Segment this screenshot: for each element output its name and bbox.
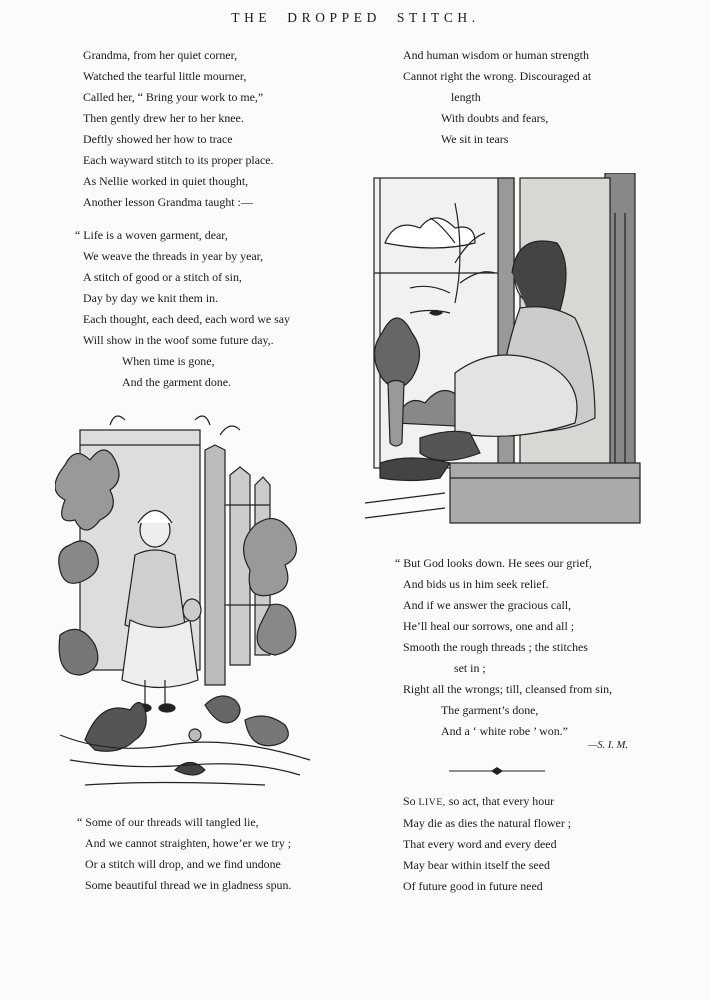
author-signature: —S. I. M. [588,740,628,751]
poem-line: Watched the tearful little mourner, [83,69,247,83]
poem-line: Then gently drew her to her knee. [83,111,244,125]
poem-line: Smooth the rough threads ; the stitches [403,640,588,654]
poem-line-first [403,791,571,813]
poem-line: With doubts and fears, [441,111,549,125]
first-line-rest: so act, that every hour [448,794,555,808]
poem-line: Grandma, from her quiet corner, [83,48,238,62]
poem-line: May bear within itself the seed [403,858,550,872]
left-stanza-3 [77,812,291,896]
poem-line: Each thought, each deed, each word we say [83,312,291,326]
illustration-girl-at-window [360,173,642,533]
poem-line: Day by day we knit them in. [83,291,219,305]
poem-line: And human wisdom or human strength [403,48,589,62]
poem-line: The garment’s done, [441,703,539,717]
first-word: So [403,794,416,808]
page-title: THE DROPPED STITCH. [231,10,480,25]
left-stanza-1 [83,45,274,213]
right-stanza-3 [403,791,571,897]
illustration-girl-with-kittens [55,405,315,805]
poem-line: “ Some of our threads will tangled lie, [77,815,259,829]
poem-line: As Nellie worked in quiet thought, [83,174,249,188]
poem-line: length [451,90,481,104]
poem-line: Called her, “ Bring your work to me,” [83,90,264,104]
poem-line: He’ll heal our sorrows, one and all ; [403,619,575,633]
poem-line: Some beautiful thread we in gladness spun. [85,878,292,892]
small-caps-word: LIVE, [418,797,446,808]
poem-line: “ Life is a woven garment, dear, [75,228,228,242]
poem-line: When time is gone, [122,354,215,368]
poem-line: And a ‘ white robe ’ won.” [441,724,568,738]
poem-line: Cannot right the wrong. Discouraged at [403,69,592,83]
poem-line: Or a stitch will drop, and we find undone [85,857,281,871]
poem-line: Each wayward stitch to its proper place. [83,153,274,167]
poem-line: A stitch of good or a stitch of sin, [83,270,242,284]
right-stanza-1 [403,45,591,150]
poem-line: We weave the threads in year by year, [83,249,264,263]
left-stanza-2 [75,225,290,393]
poem-line: And we cannot straighten, howe’er we try ; [85,836,292,850]
poem-line: “ But God looks down. He sees our grief, [395,556,592,570]
poem-line: We sit in tears [441,132,509,146]
ornamental-divider [447,765,547,777]
poem-line: And if we answer the gracious call, [403,598,572,612]
poem-line: And bids us in him seek relief. [403,577,549,591]
poem-line: Will show in the woof some future day,. [83,333,274,347]
poem-line: Deftly showed her how to trace [83,132,233,146]
poem-line: That every word and every deed [403,837,557,851]
poem-line: May die as dies the natural flower ; [403,816,572,830]
poem-line: Of future good in future need [403,879,543,893]
right-stanza-2 [395,553,612,742]
poem-line: set in ; [454,661,486,675]
poem-line: And the garment done. [122,375,231,389]
poem-line: Right all the wrongs; till, cleansed from sin, [403,682,613,696]
poem-line: Another lesson Grandma taught :— [83,195,253,209]
